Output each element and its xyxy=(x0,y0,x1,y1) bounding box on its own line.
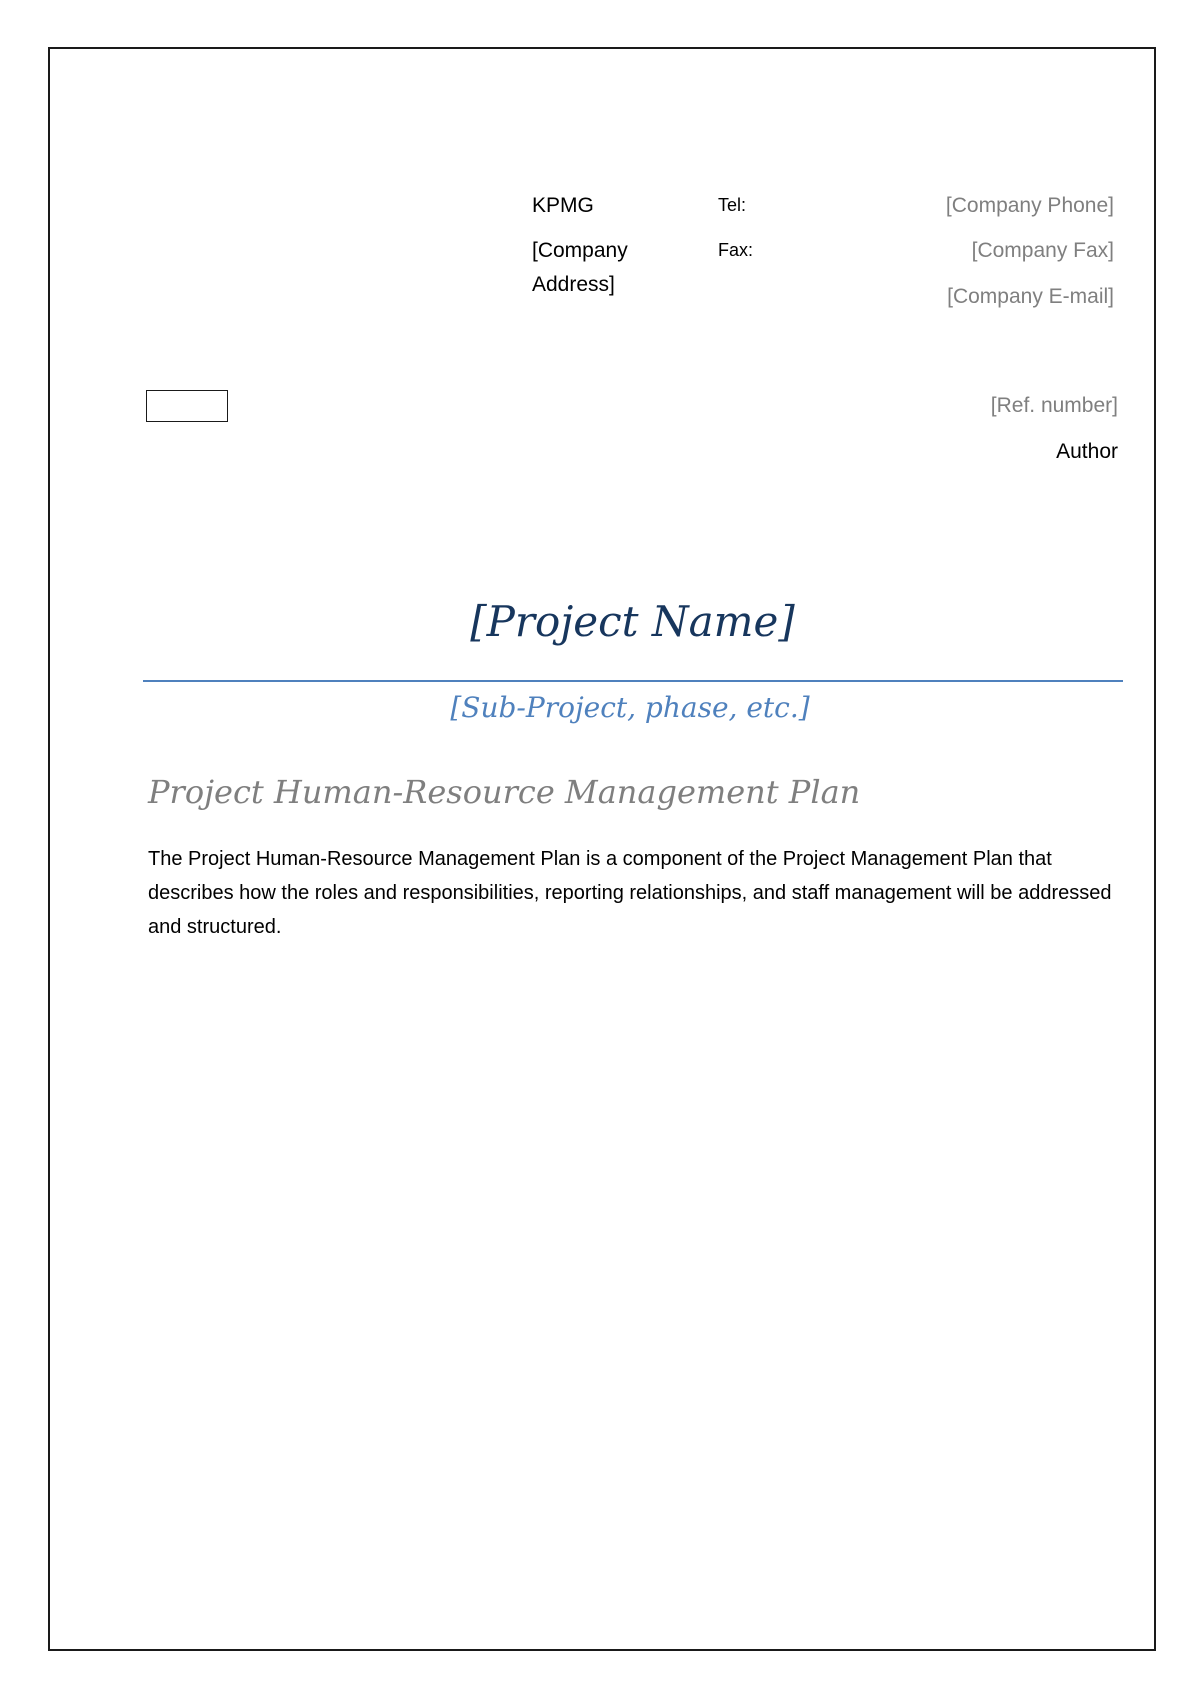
tel-label: Tel: xyxy=(718,195,747,215)
logo-placeholder-box xyxy=(146,390,228,422)
project-name-title: [Project Name] xyxy=(470,597,795,646)
ref-number: [Ref. number] xyxy=(990,394,1118,417)
author: Author xyxy=(1056,440,1118,463)
company-address: [Company Address] xyxy=(532,239,628,296)
company-phone: [Company Phone] xyxy=(945,194,1114,217)
section-heading: Project Human-Resource Management Plan xyxy=(148,773,861,811)
company-fax: [Company Fax] xyxy=(971,239,1114,262)
fax-label: Fax: xyxy=(718,240,754,260)
section-body-text: The Project Human-Resource Management Plan is a component of the Project Management Plan that describes how the roles and responsibilities, reporting relationships, and staff management will be addressed and structured. xyxy=(148,848,1112,938)
company-email: [Company E-mail] xyxy=(947,285,1114,308)
sub-project-subtitle: [Sub-Project, phase, etc.] xyxy=(450,691,810,724)
company-name: KPMG xyxy=(532,194,594,217)
title-divider xyxy=(143,680,1123,682)
